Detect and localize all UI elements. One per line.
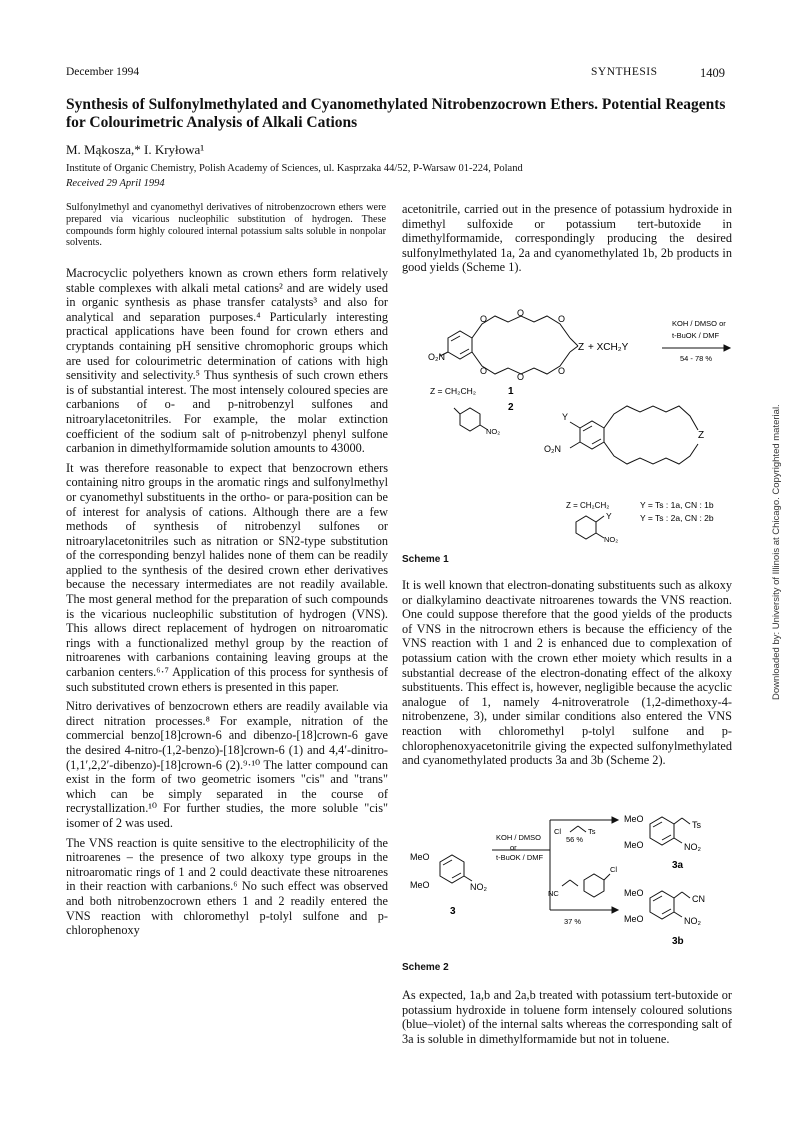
z-definition: Z = CH₂CH₂ [430,386,477,396]
condition-3: t-BuOK / DMF [496,853,544,862]
cl-label: Cl [554,827,562,836]
left-column [66,266,388,943]
meo-label: MeO [410,880,430,890]
abstract: Sulfonylmethyl and cyanomethyl derivatives of nitrobenzocrown ethers were prepared via vicarious nucleophilic substitution of hydrogen. These compounds form highly coloured internal potassium salts soluble in nonpolar solvents. [66,202,386,249]
z-label: Z [578,342,585,353]
y-label: Y [606,511,612,521]
o2n-label: O₂N [428,352,445,362]
ts-label: Ts [588,827,596,836]
meo-label: MeO [624,914,644,924]
no2-label: NO₂ [684,916,701,926]
condition-1: KOH / DMSO or [672,319,726,328]
paragraph: Nitro derivatives of benzocrown ethers are readily available via direct nitration processes.⁸ For example, nitration of the commercial benzo[18]crown-6 and dibenzo-[18]crown-6 gave the desired 4-nitro-(1,2-benzo)-[18]crown-6 (1) and 4,4′-dinitro-(1,1′,2,2′-dibenzo)-[18]crown-6 (2).⁹·¹⁰ The latter compound can exist in the form of two geometric isomers "cis" and "trans" which can be simply separated in the course of recrystallization.¹⁰ For further studies, the more soluble "cis" isomer of 2 was used. [66,699,388,830]
yield-label: 54 - 78 % [680,354,713,363]
download-notice: Downloaded by: University of Illinois at Chicago. Copyrighted material. [771,404,782,700]
o2n-label: O₂N [544,444,561,454]
condition-2: or [510,843,517,852]
nc-label: NC [548,889,559,898]
oxygen-label: O [517,372,525,382]
affiliation: Institute of Organic Chemistry, Polish Academy of Sciences, ul. Kasprzaka 44/52, P-Warsaw 01-224, Poland [66,163,523,174]
cn-label: CN [692,894,705,904]
oxygen-label: O [558,314,566,324]
oxygen-label: O [480,366,488,376]
product-2-label: Y = Ts : 2a, CN : 2b [640,513,714,523]
compound-3b-label: 3b [672,936,684,947]
cl-label: Cl [610,865,618,874]
no2-label: NO₂ [470,882,487,892]
page-number: 1409 [700,66,725,80]
condition-2: t-BuOK / DMF [672,331,720,340]
y-label: Y [562,412,569,422]
compound-1-label: 1 [508,386,514,397]
right-paragraph-mid: It is well known that electron-donating substituents such as alkoxy or dialkylamino deactivate nitroarenes towards the VNS reaction. One could suppose therefore that the good yields of the products of VNS in the nitrocrown ethers is because the efficiency of the VNS reaction with 1 and 2 is enhanced due to complexation of potassium cation with the crown ether moiety which results in a substantial decrease of the electron-donating effect of the alkoxy substituents. This effect is, however, negligible because the acyclic analogue of 1, namely 4-nitroveratrole (1,2-dimethoxy-4-nitrobenzene, 3), under similar conditions also entered the VNS reaction with chloromethyl p-tolyl sulfone and p-chlorophenoxyacetonitrile giving the expected sulfonylmethylated and cyanomethylated products 3a and 3b (Scheme 2). [402,578,732,768]
meo-label: MeO [624,888,644,898]
paragraph: Macrocyclic polyethers known as crown ethers form relatively stable complexes with alkali metal cations² and are widely used in organic synthesis as phase transfer catalysts³ and also for analytical and separation purposes.⁴ Particularly interesting practical applications have been found for crown ethers and cryptands containing pH sensitive chromophoric groups which are used for colourimetric determination of cations with high sensitivity and selectivity.⁵ Thus synthesis of such crown ethers is of substantial interest. The most intensely coloured species are carbanions of o- and p-nitrobenzyl sulfones and nitroarylacetonitriles. For example, the molar extinction coefficient of the sodium salt of p-nitrobenzyl phenyl sulfone carbanion in dimethylformamide solution amounts to 43000. [66,266,388,456]
condition-1: KOH / DMSO [496,833,542,842]
article-title: Synthesis of Sulfonylmethylated and Cyanomethylated Nitrobenzocrown Ethers. Potential Reagents for Colourimetric Analysis of Alkali Cations [66,96,726,131]
yield-a: 56 % [566,835,584,844]
meo-label: MeO [624,814,644,824]
paragraph: It was therefore reasonable to expect that benzocrown ethers containing nitro groups in the aromatic rings and sulfonylmethyl or cyanomethyl substituents in the ortho- or para-position can be of interest for analysis of cations. Although there are a few methods of synthesis of nitrobenzyl sulfones or nitroarylacetonitriles such as nitration or SN2-type substitution of the corresponding benzyl halides none of them can be readily applied to the synthesis of the desired crown ether derivatives because the necessary intermediates are not readily available. The most general method for the preparation of such compounds is the vicarious nucleophilic substitution of hydrogen (VNS). This allows direct replacement of hydrogen on nitroaromatic rings with a functionalized methyl group by the reaction of nitroarenes with carbanions containing leaving groups at the carbanion centers.⁶·⁷ Application of this process for synthesis of such substituted crown ethers is presented in this paper. [66,460,388,694]
ts-label: Ts [692,820,701,830]
z-definition: Z = CH₂CH₂ [566,501,610,510]
no2-label: NO₂ [684,842,701,852]
compound-3-label: 3 [450,906,456,917]
z-label: Z [698,430,705,441]
oxygen-label: O [558,366,566,376]
yield-b: 37 % [564,917,582,926]
scheme-1-caption: Scheme 1 [402,554,449,565]
scheme-1-figure [400,302,740,550]
scheme-2-figure [400,810,740,960]
oxygen-label: O [517,308,525,318]
authors: M. Mąkosza,* I. Kryłowa¹ [66,142,205,157]
no2-label: NO₂ [486,427,501,436]
no2-label: NO₂ [604,535,619,544]
compound-3a-label: 3a [672,860,684,871]
running-date: December 1994 [66,66,140,78]
oxygen-label: O [480,314,488,324]
compound-2-label: 2 [508,402,514,413]
right-paragraph-top: acetonitrile, carried out in the presence of potassium hydroxide in dimethyl sulfoxide or potassium tert-butoxide in dimethylformamide, correspondingly producing the desired sulfonylmethylated 1a, 2a and cyanomethylated 1b, 2b products in good yields (Scheme 1). [402,202,732,275]
received-date: Received 29 April 1994 [66,178,165,189]
meo-label: MeO [624,840,644,850]
journal-name: SYNTHESIS [591,66,658,78]
meo-label: MeO [410,852,430,862]
reagent-label: + XCH₂Y [588,342,629,353]
right-paragraph-bottom: As expected, 1a,b and 2a,b treated with potassium tert-butoxide or potassium hydroxide in toluene form intensely coloured solutions (blue–violet) of the internal salts whereas the corresponding salt of 3a is soluble in dimethylformamide but not in toluene. [402,988,732,1046]
paragraph: The VNS reaction is quite sensitive to the electrophilicity of the nitroarenes – the presence of two alkoxy type groups in the nitroaromatic rings of 1 and 2 could deactivate these nitroarenes in their reaction with carbanions.⁶ No such effect was observed and both nitrobenzocrown ethers 1 and 2 readily entered the VNS reaction with chloromethyl p-tolyl sulfone and p-chlorophenoxy [66,835,388,938]
scheme-2-caption: Scheme 2 [402,962,449,973]
product-1-label: Y = Ts : 1a, CN : 1b [640,500,714,510]
